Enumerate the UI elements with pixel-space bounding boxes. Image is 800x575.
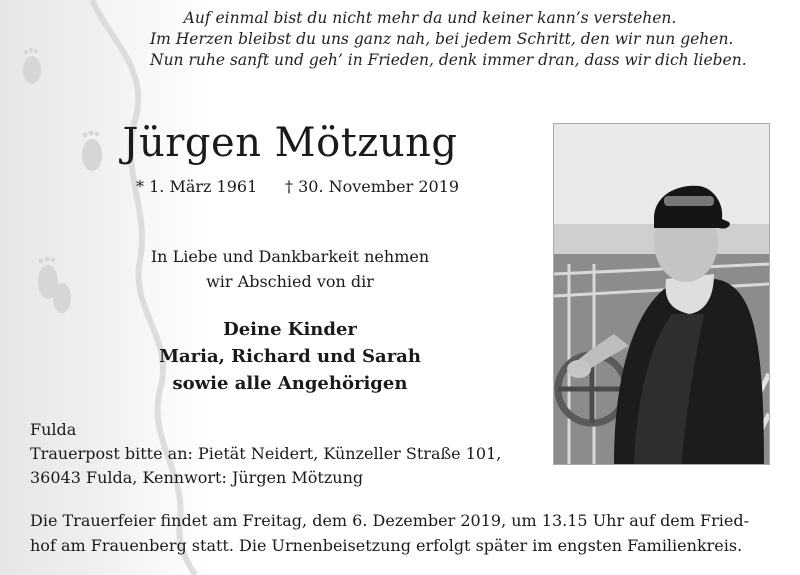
mourners-line: sowie alle Angehörigen — [172, 373, 408, 394]
portrait-photo — [553, 123, 770, 465]
farewell-line: wir Abschied von dir — [206, 272, 374, 291]
ceremony-line: Die Trauerfeier findet am Freitag, dem 6. Dezember 2019, um 13.15 Uhr auf dem Fried- — [30, 511, 750, 530]
mourners-line: Maria, Richard und Sarah — [159, 346, 421, 367]
mourners — [110, 316, 470, 397]
ceremony-line: hof am Frauenberg statt. Die Urnenbeisetzung erfolgt später im engsten Familienkreis. — [30, 536, 743, 555]
farewell-line: In Liebe und Dankbarkeit nehmen — [150, 247, 430, 266]
ceremony-info — [30, 508, 780, 558]
condolence-address — [30, 442, 501, 490]
address-line: Trauerpost bitte an: Pietät Neidert, Künzeller Straße 101, — [30, 444, 502, 463]
poem — [150, 8, 747, 71]
mourners-line: Deine Kinder — [223, 319, 357, 340]
poem-line: Auf einmal bist du nicht mehr da und keiner kann’s verstehen. — [183, 9, 677, 27]
poem-line: Nun ruhe sanft und geh’ in Frieden, denk immer dran, dass wir dich lieben. — [150, 51, 747, 69]
deceased-name: Jürgen Mötzung — [122, 120, 458, 166]
place: Fulda — [30, 420, 77, 439]
death-date: † 30. November 2019 — [285, 177, 460, 196]
farewell-text — [120, 244, 460, 294]
footprints-icon — [23, 48, 102, 313]
portrait-image — [554, 124, 769, 464]
birth-date: * 1. März 1961 — [136, 177, 258, 196]
poem-line: Im Herzen bleibst du uns ganz nah, bei jedem Schritt, den wir nun gehen. — [150, 30, 734, 48]
address-line: 36043 Fulda, Kennwort: Jürgen Mötzung — [30, 468, 364, 487]
